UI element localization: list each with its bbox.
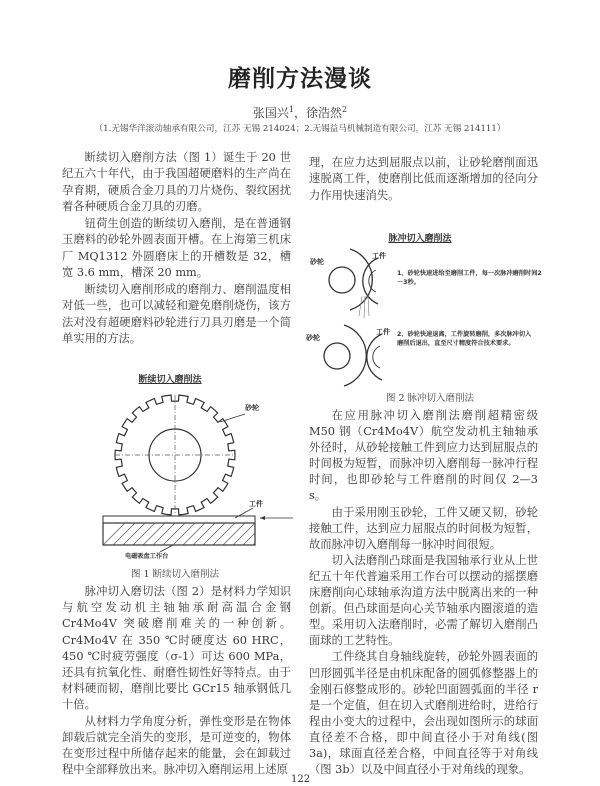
paper-title: 磨削方法漫谈	[228, 66, 372, 92]
hatch-line	[183, 523, 205, 545]
author-mark: 2	[342, 105, 348, 114]
workpiece-arc	[367, 334, 382, 380]
left-column-top	[62, 150, 291, 347]
wheel-hub	[324, 343, 350, 369]
hatch-line	[173, 523, 195, 545]
hatch-line	[113, 523, 135, 545]
label-table: 电磁吸盘工作台	[125, 553, 169, 560]
paragraph: 切入法磨削凸球面是我国轴承行业从上世纪五十年代普遍采用工作台可以摆动的摇摆磨床磨削向心球轴承沟道方法中脱离出来的一种创新。但凸球面是向心关节轴承内圈滚道的造型。采用切入法磨削时，必需了解切入磨削凸面球的工艺特性。	[309, 553, 538, 648]
label-wheel: 砂轮	[245, 404, 259, 412]
paragraph: 工件绕其自身轴线旋转，砂轮外圆表面的凹形圆弧半径是由机床配备的圆弧修整器上的金刚石修整成形的。砂轮凹面圆弧面的半径 r 是一个定值，但在切入式磨削进给时，进给行程由小变大的过程中，会出现如图所示的球面直径差不合格，即中间直径小于对角线(图 3a)，球面直径差合格，中间直径等于对角线（图 3b）以及中间直径小于对角线的现象。	[309, 650, 538, 777]
paragraph: 钮荷生创造的断续切入磨削，是在普通钢玉磨料的砂轮外圆表面开槽。在上海第三机床厂 MQ1312 外圆磨床上的开槽数是 32，槽宽 3.6 mm，槽深 20 mm。	[62, 216, 291, 280]
hatch-line	[153, 523, 175, 545]
hatch-line	[233, 523, 255, 545]
figure1-diagram	[95, 390, 295, 550]
paragraph: 断续切入磨削方法（图 1）诞生于 20 世纪五六十年代，由于我国超硬磨料的生产尚在孕育期，硬质合金刀具的刀片烧伤、裂纹困扰着各种硬质合金刀具的刃磨。	[62, 151, 291, 214]
author-name: 张国兴	[252, 106, 289, 120]
paragraph: 断续切入磨削形成的磨削力、磨削温度相对低一些，也可以减轻和避免磨削烧伤，该方法对没有超硬磨料砂轮进行刀具刃磨是一个简单实用的方法。	[62, 282, 291, 345]
figure1-caption: 图 1 断续切入磨削法	[130, 569, 220, 580]
left-column-bottom	[62, 584, 291, 778]
hatch-line	[103, 523, 125, 545]
label-workpiece: 工件	[372, 252, 386, 260]
author-separator: ，	[293, 106, 306, 120]
hatch-line	[223, 523, 245, 545]
affiliation: （1.无锡华洋滚动轴承有限公司，江苏 无锡 214024；2.无锡益马机械制造有限公司，江苏 无锡 214111）	[94, 124, 506, 134]
figure1-title: 断续切入磨削法	[138, 375, 202, 385]
hatch-line	[123, 523, 145, 545]
hatch-line	[143, 523, 165, 545]
paragraph: 理，在应力达到屈服点以前，让砂轮磨削面迅速脱离工件，使磨削比低而逐渐增加的径向分力作用快速消失。	[309, 156, 538, 202]
magnetic-table	[103, 523, 255, 545]
paragraph: 在应用脉冲切入磨削法磨削超精密级 M50 钢（Cr4Mo4V）航空发动机主轴轴承外径时，从砂轮接触工件到应力达到屈服点的时间极为短暂，而脉冲切入磨削每一脉冲行程时间，也即砂轮与工件磨削的时间仅 2—3 s。	[309, 409, 538, 503]
workpiece	[103, 516, 255, 523]
authors	[0, 104, 600, 121]
page-number: 122	[291, 774, 311, 785]
right-column-bottom	[309, 408, 538, 778]
right-column-top	[309, 155, 538, 204]
author-name: 徐浩然	[306, 106, 343, 120]
label-workpiece: 工件	[376, 328, 390, 336]
figure2-step1: 1、砂轮快速进给至磨削工件，每一次脉冲磨削时间2－3秒。	[397, 270, 542, 286]
figure2-diagram	[306, 250, 390, 390]
hatch-line	[213, 523, 235, 545]
figure2-caption: 图 2 脉冲切入磨削法	[385, 393, 475, 404]
figure2-title: 脉冲切入磨削法	[388, 234, 452, 244]
hatch-line	[193, 523, 215, 545]
label-wheel: 砂轮	[306, 334, 320, 342]
author-mark: 1	[288, 105, 294, 114]
figure2-step2: 2、砂轮快速退离，工件旋转磨削，多次脉冲切入磨削后退出，直至尺寸精度符合技术要求。	[397, 331, 532, 347]
hatch-line	[203, 523, 225, 545]
hatch-line	[243, 533, 255, 545]
hatch-line	[133, 523, 155, 545]
paragraph: 从材料力学角度分析，弹性变形是在物体卸载后就完全消失的变形，是可逆变的，物体在变形过程中所储存起来的能量，会在卸载过程中全部释放出来。脉冲切入磨削运用上述原	[62, 714, 291, 777]
paragraph: 脉冲切入磨切法（图 2）是材料力学知识与航空发动机主轴轴承耐高温合金钢 Cr4Mo4V 突破磨削难关的一种创新。Cr4Mo4V 在 350 ℃时硬度达 60 HRC，450 ℃时疲劳强度（σ-1）可达 600 MPa，还具有抗氧化性、耐磨性韧性好等特点。由于材料硬而韧，磨削比要比 GCr15 轴承钢低几十倍。	[62, 585, 291, 712]
wheel-hub	[329, 267, 355, 293]
label-workpiece: 工件	[249, 500, 263, 508]
wheel-rim	[344, 325, 366, 386]
hatch-line	[163, 523, 185, 545]
paragraph: 由于采用刚玉砂轮，工件又硬又韧，砂轮接触工件，达到应力屈服点的时间极为短暂，故而脉冲切入磨削每一脉冲时间很短。	[309, 505, 538, 551]
label-wheel: 砂轮	[310, 258, 324, 266]
